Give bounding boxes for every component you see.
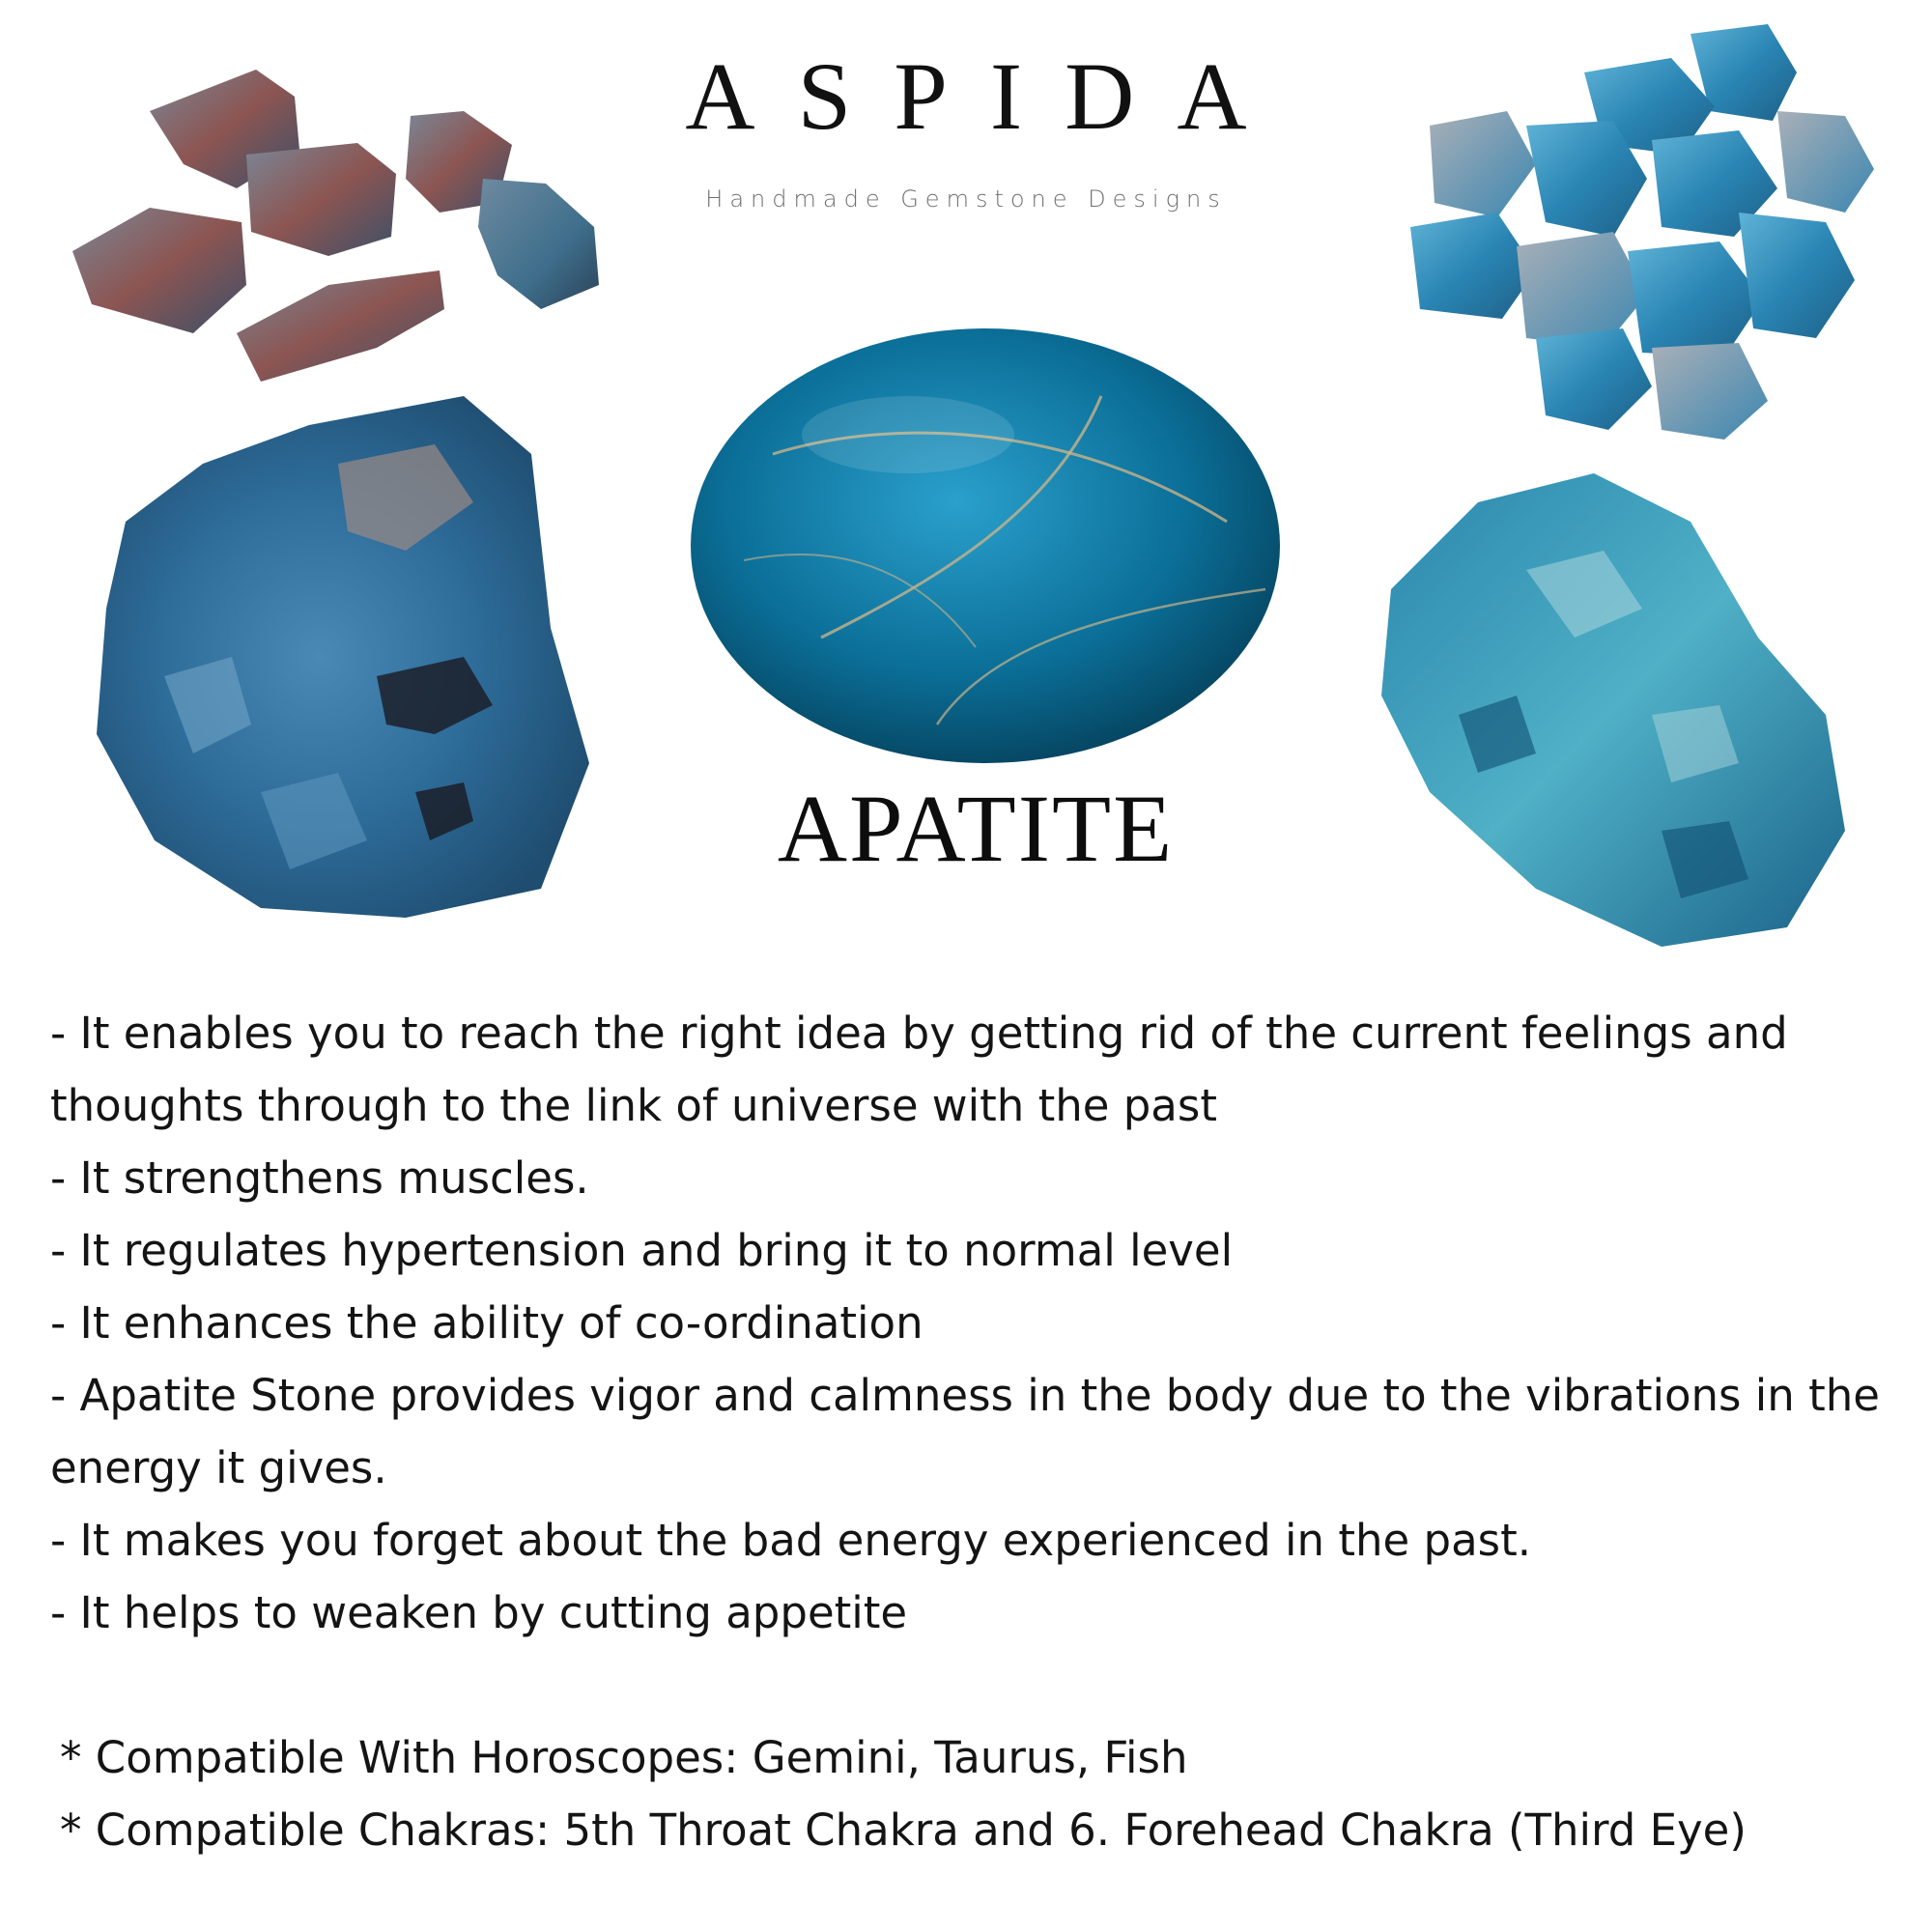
property-item: - It makes you forget about the bad energy experienced in the past. [50, 1515, 1532, 1566]
property-item: - Apatite Stone provides vigor and calmness in the body due to the vibrations in the energy it gives. [50, 1370, 1880, 1493]
property-item: - It regulates hypertension and bring it to normal level [50, 1225, 1234, 1276]
raw-apatite-chunk-image [87, 386, 609, 927]
rough-apatite-pile-image [1391, 19, 1893, 444]
chakra-compatibility: * Compatible Chakras: 5th Throat Chakra and 6. Forehead Chakra (Third Eye) [60, 1804, 1747, 1856]
properties-section [50, 997, 1905, 1866]
polished-cabochon-image [686, 319, 1285, 773]
stone-title: APATITE [777, 775, 1175, 882]
property-item: - It strengthens muscles. [50, 1152, 589, 1204]
brand-name: ASPIDA [685, 43, 1290, 150]
brand-header [580, 43, 1352, 213]
property-item: - It enhances the ability of co-ordination [50, 1297, 923, 1349]
property-item: - It helps to weaken by cutting appetite [50, 1587, 908, 1638]
brand-tagline: Handmade Gemstone Designs [705, 185, 1227, 213]
rough-apatite-pieces-image [58, 58, 638, 406]
spacer [50, 1649, 1905, 1721]
property-item: - It enables you to reach the right idea by getting rid of the current feelings and thoughts through to the link of universe with the past [50, 1008, 1788, 1131]
raw-teal-chunk-image [1372, 464, 1855, 956]
horoscope-compatibility: * Compatible With Horoscopes: Gemini, Taurus, Fish [60, 1732, 1188, 1783]
